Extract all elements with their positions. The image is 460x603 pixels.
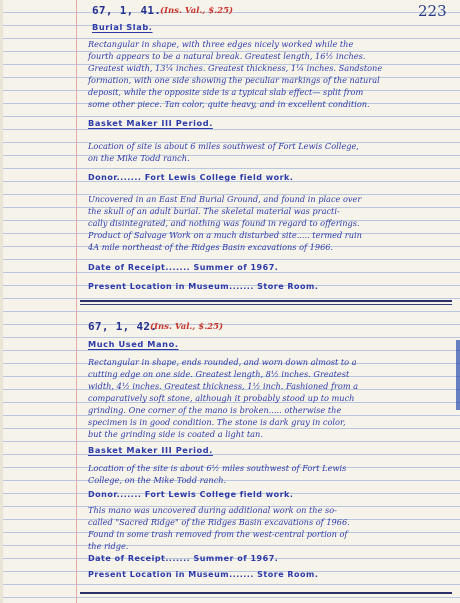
entry-divider bbox=[80, 300, 452, 302]
date-of-receipt: Date of Receipt....... Summer of 1967. bbox=[88, 263, 279, 272]
text-line: cutting edge on one side. Greatest length, 8½ inches. Greatest bbox=[88, 369, 350, 379]
entry-title: Burial Slab. bbox=[92, 22, 153, 32]
description bbox=[88, 38, 452, 110]
text-line: fourth appears to be a natural break. Greatest length, 16½ inches. bbox=[88, 51, 366, 61]
text-line: deposit, while the opposite side is a typical slab effect— split from bbox=[88, 87, 364, 97]
text-line: Greatest width, 13¼ inches. Greatest thickness, 1¼ inches. Sandstone bbox=[88, 63, 383, 73]
page-number: 223 bbox=[418, 2, 447, 20]
donor-line: Donor....... Fort Lewis College field work. bbox=[88, 490, 294, 499]
description bbox=[88, 356, 452, 440]
text-line: but the grinding side is coated a light tan. bbox=[88, 429, 263, 439]
text-line: Rectangular in shape, with three edges nicely worked while the bbox=[88, 39, 354, 49]
text-line: comparatively soft stone, although it probably stood up to much bbox=[88, 393, 355, 403]
donor-line: Donor....... Fort Lewis College field work. bbox=[88, 173, 294, 182]
text-line: 4A mile northeast of the Ridges Basin excavations of 1966. bbox=[88, 242, 334, 252]
text-line: cally disintegrated, and nothing was found in regard to offerings. bbox=[88, 218, 360, 228]
present-location: Present Location in Museum....... Store Room. bbox=[88, 282, 319, 291]
present-location: Present Location in Museum....... Store Room. bbox=[88, 570, 319, 579]
text-line: Location of site is about 6 miles southwest of Fort Lewis College, bbox=[88, 141, 359, 151]
site-location bbox=[88, 140, 452, 164]
period-heading: Basket Maker III Period. bbox=[88, 118, 213, 128]
page-tab-marker bbox=[456, 340, 460, 410]
date-of-receipt: Date of Receipt....... Summer of 1967. bbox=[88, 554, 279, 563]
text-line: specimen is in good condition. The stone is dark gray in color, bbox=[88, 417, 346, 427]
text-line: formation, with one side showing the peculiar markings of the natural bbox=[88, 75, 380, 85]
text-line: called "Sacred Ridge" of the Ridges Basin excavations of 1966. bbox=[88, 517, 350, 527]
text-line: some other piece. Tan color, quite heavy, and in excellent condition. bbox=[88, 99, 370, 109]
text-line: on the Mike Todd ranch. bbox=[88, 153, 190, 163]
entry-divider bbox=[80, 592, 452, 594]
entry-title: Much Used Mano. bbox=[88, 339, 179, 349]
text-line: Rectangular in shape, ends rounded, and worn down almost to a bbox=[88, 357, 357, 367]
text-line: Location of the site is about 6½ miles southwest of Fort Lewis bbox=[88, 463, 347, 473]
text-line: the ridge. bbox=[88, 541, 129, 551]
text-line: College, on the Mike Todd ranch. bbox=[88, 475, 227, 485]
text-line: the skull of an adult burial. The skeletal material was practi- bbox=[88, 206, 340, 216]
excavation-context bbox=[88, 504, 452, 552]
insured-value-note: (Ins. Val., $.25) bbox=[150, 322, 224, 332]
text-line: width, 4½ inches. Greatest thickness, 1½ inch. Fashioned from a bbox=[88, 381, 359, 391]
entry-divider bbox=[80, 304, 452, 305]
text-line: Found in some trash removed from the west-central portion of bbox=[88, 529, 348, 539]
catalog-number: 67, 1, 41. bbox=[92, 4, 162, 17]
page-edge bbox=[0, 0, 3, 603]
text-line: Product of Salvage Work on a much disturbed site..... termed ruin bbox=[88, 230, 362, 240]
catalog-number: 67, 1, 42. bbox=[88, 320, 158, 333]
site-location bbox=[88, 462, 452, 486]
excavation-context bbox=[88, 193, 452, 253]
insured-value-note: (Ins. Val., $.25) bbox=[160, 6, 234, 16]
text-line: grinding. One corner of the mano is broken..... otherwise the bbox=[88, 405, 342, 415]
text-line: Uncovered in an East End Burial Ground, and found in place over bbox=[88, 194, 362, 204]
text-line: This mano was uncovered during additional work on the so- bbox=[88, 505, 337, 515]
period-heading: Basket Maker III Period. bbox=[88, 445, 213, 455]
